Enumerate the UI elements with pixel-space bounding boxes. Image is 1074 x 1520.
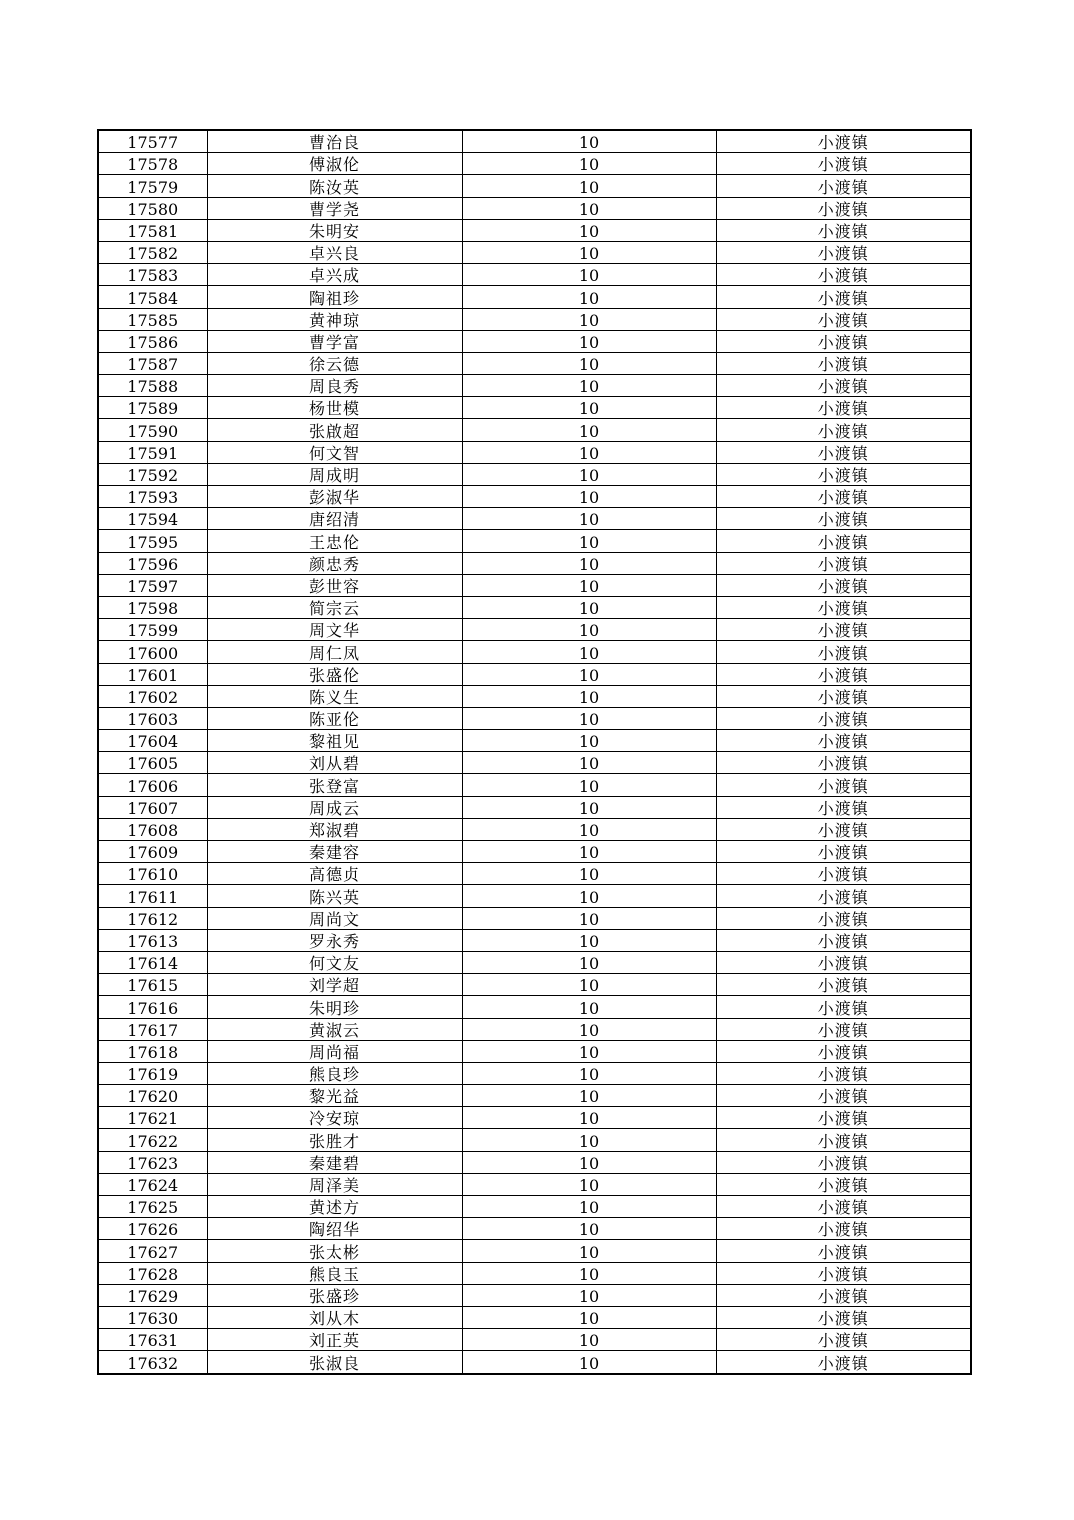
town-cell: 小渡镇 bbox=[716, 1240, 971, 1262]
town-cell: 小渡镇 bbox=[716, 707, 971, 729]
table-row bbox=[98, 1129, 971, 1151]
row-id-cell: 17577 bbox=[98, 130, 207, 153]
person-name-cell: 陈义生 bbox=[207, 685, 462, 707]
row-id-cell: 17589 bbox=[98, 397, 207, 419]
person-name-cell: 朱明珍 bbox=[207, 996, 462, 1018]
person-name-cell: 张啟超 bbox=[207, 419, 462, 441]
town-cell: 小渡镇 bbox=[716, 1262, 971, 1284]
person-name-cell: 刘从木 bbox=[207, 1306, 462, 1328]
table-row bbox=[98, 996, 971, 1018]
value-cell: 10 bbox=[462, 352, 716, 374]
town-cell: 小渡镇 bbox=[716, 130, 971, 153]
value-cell: 10 bbox=[462, 264, 716, 286]
value-cell: 10 bbox=[462, 885, 716, 907]
table-row bbox=[98, 463, 971, 485]
value-cell: 10 bbox=[462, 1196, 716, 1218]
town-cell: 小渡镇 bbox=[716, 397, 971, 419]
row-id-cell: 17595 bbox=[98, 530, 207, 552]
value-cell: 10 bbox=[462, 818, 716, 840]
person-name-cell: 徐云德 bbox=[207, 352, 462, 374]
table-row bbox=[98, 1218, 971, 1240]
person-name-cell: 彭世容 bbox=[207, 574, 462, 596]
person-name-cell: 周文华 bbox=[207, 619, 462, 641]
town-cell: 小渡镇 bbox=[716, 375, 971, 397]
table-row bbox=[98, 1085, 971, 1107]
row-id-cell: 17609 bbox=[98, 841, 207, 863]
person-name-cell: 陈汝英 bbox=[207, 175, 462, 197]
table-row bbox=[98, 796, 971, 818]
value-cell: 10 bbox=[462, 530, 716, 552]
table-row bbox=[98, 175, 971, 197]
value-cell: 10 bbox=[462, 241, 716, 263]
person-name-cell: 周尚文 bbox=[207, 907, 462, 929]
person-name-cell: 周仁凤 bbox=[207, 641, 462, 663]
town-cell: 小渡镇 bbox=[716, 530, 971, 552]
person-name-cell: 朱明安 bbox=[207, 219, 462, 241]
table-row bbox=[98, 197, 971, 219]
table-row bbox=[98, 153, 971, 175]
value-cell: 10 bbox=[462, 974, 716, 996]
value-cell: 10 bbox=[462, 996, 716, 1018]
row-id-cell: 17632 bbox=[98, 1351, 207, 1374]
table-row bbox=[98, 730, 971, 752]
town-cell: 小渡镇 bbox=[716, 1129, 971, 1151]
person-name-cell: 熊良玉 bbox=[207, 1262, 462, 1284]
person-name-cell: 傅淑伦 bbox=[207, 153, 462, 175]
row-id-cell: 17586 bbox=[98, 330, 207, 352]
roster-table bbox=[97, 129, 972, 1375]
row-id-cell: 17605 bbox=[98, 752, 207, 774]
town-cell: 小渡镇 bbox=[716, 286, 971, 308]
person-name-cell: 陶祖珍 bbox=[207, 286, 462, 308]
person-name-cell: 刘正英 bbox=[207, 1329, 462, 1351]
row-id-cell: 17601 bbox=[98, 663, 207, 685]
town-cell: 小渡镇 bbox=[716, 574, 971, 596]
row-id-cell: 17613 bbox=[98, 929, 207, 951]
table-row bbox=[98, 375, 971, 397]
table-row bbox=[98, 1173, 971, 1195]
town-cell: 小渡镇 bbox=[716, 1196, 971, 1218]
value-cell: 10 bbox=[462, 929, 716, 951]
row-id-cell: 17617 bbox=[98, 1018, 207, 1040]
row-id-cell: 17620 bbox=[98, 1085, 207, 1107]
person-name-cell: 曹学富 bbox=[207, 330, 462, 352]
town-cell: 小渡镇 bbox=[716, 308, 971, 330]
town-cell: 小渡镇 bbox=[716, 352, 971, 374]
value-cell: 10 bbox=[462, 375, 716, 397]
value-cell: 10 bbox=[462, 397, 716, 419]
row-id-cell: 17598 bbox=[98, 596, 207, 618]
row-id-cell: 17579 bbox=[98, 175, 207, 197]
row-id-cell: 17596 bbox=[98, 552, 207, 574]
row-id-cell: 17599 bbox=[98, 619, 207, 641]
row-id-cell: 17603 bbox=[98, 707, 207, 729]
table-row bbox=[98, 441, 971, 463]
value-cell: 10 bbox=[462, 1351, 716, 1374]
value-cell: 10 bbox=[462, 685, 716, 707]
value-cell: 10 bbox=[462, 619, 716, 641]
value-cell: 10 bbox=[462, 441, 716, 463]
row-id-cell: 17607 bbox=[98, 796, 207, 818]
table-row bbox=[98, 663, 971, 685]
town-cell: 小渡镇 bbox=[716, 774, 971, 796]
table-row bbox=[98, 241, 971, 263]
row-id-cell: 17584 bbox=[98, 286, 207, 308]
table-row bbox=[98, 574, 971, 596]
town-cell: 小渡镇 bbox=[716, 818, 971, 840]
row-id-cell: 17592 bbox=[98, 463, 207, 485]
person-name-cell: 彭淑华 bbox=[207, 486, 462, 508]
value-cell: 10 bbox=[462, 730, 716, 752]
person-name-cell: 周成云 bbox=[207, 796, 462, 818]
person-name-cell: 张太彬 bbox=[207, 1240, 462, 1262]
person-name-cell: 何文智 bbox=[207, 441, 462, 463]
value-cell: 10 bbox=[462, 219, 716, 241]
town-cell: 小渡镇 bbox=[716, 663, 971, 685]
table-row bbox=[98, 752, 971, 774]
row-id-cell: 17610 bbox=[98, 863, 207, 885]
town-cell: 小渡镇 bbox=[716, 996, 971, 1018]
town-cell: 小渡镇 bbox=[716, 486, 971, 508]
table-row bbox=[98, 596, 971, 618]
value-cell: 10 bbox=[462, 197, 716, 219]
table-row bbox=[98, 1107, 971, 1129]
value-cell: 10 bbox=[462, 951, 716, 973]
town-cell: 小渡镇 bbox=[716, 463, 971, 485]
town-cell: 小渡镇 bbox=[716, 730, 971, 752]
town-cell: 小渡镇 bbox=[716, 1151, 971, 1173]
table-row bbox=[98, 885, 971, 907]
value-cell: 10 bbox=[462, 486, 716, 508]
value-cell: 10 bbox=[462, 574, 716, 596]
value-cell: 10 bbox=[462, 1329, 716, 1351]
person-name-cell: 周尚福 bbox=[207, 1040, 462, 1062]
town-cell: 小渡镇 bbox=[716, 641, 971, 663]
person-name-cell: 唐绍清 bbox=[207, 508, 462, 530]
table-row bbox=[98, 951, 971, 973]
value-cell: 10 bbox=[462, 463, 716, 485]
town-cell: 小渡镇 bbox=[716, 441, 971, 463]
value-cell: 10 bbox=[462, 286, 716, 308]
value-cell: 10 bbox=[462, 175, 716, 197]
row-id-cell: 17593 bbox=[98, 486, 207, 508]
person-name-cell: 高德贞 bbox=[207, 863, 462, 885]
person-name-cell: 秦建容 bbox=[207, 841, 462, 863]
town-cell: 小渡镇 bbox=[716, 552, 971, 574]
row-id-cell: 17594 bbox=[98, 508, 207, 530]
row-id-cell: 17608 bbox=[98, 818, 207, 840]
person-name-cell: 陈亚伦 bbox=[207, 707, 462, 729]
row-id-cell: 17602 bbox=[98, 685, 207, 707]
person-name-cell: 黄神琼 bbox=[207, 308, 462, 330]
row-id-cell: 17631 bbox=[98, 1329, 207, 1351]
table-row bbox=[98, 774, 971, 796]
town-cell: 小渡镇 bbox=[716, 796, 971, 818]
value-cell: 10 bbox=[462, 841, 716, 863]
person-name-cell: 张胜才 bbox=[207, 1129, 462, 1151]
value-cell: 10 bbox=[462, 1085, 716, 1107]
town-cell: 小渡镇 bbox=[716, 619, 971, 641]
value-cell: 10 bbox=[462, 907, 716, 929]
town-cell: 小渡镇 bbox=[716, 951, 971, 973]
table-row bbox=[98, 974, 971, 996]
row-id-cell: 17583 bbox=[98, 264, 207, 286]
town-cell: 小渡镇 bbox=[716, 1085, 971, 1107]
town-cell: 小渡镇 bbox=[716, 596, 971, 618]
value-cell: 10 bbox=[462, 707, 716, 729]
person-name-cell: 张登富 bbox=[207, 774, 462, 796]
value-cell: 10 bbox=[462, 508, 716, 530]
row-id-cell: 17623 bbox=[98, 1151, 207, 1173]
person-name-cell: 郑淑碧 bbox=[207, 818, 462, 840]
table-row bbox=[98, 1062, 971, 1084]
person-name-cell: 张盛伦 bbox=[207, 663, 462, 685]
table-row bbox=[98, 352, 971, 374]
person-name-cell: 卓兴成 bbox=[207, 264, 462, 286]
table-row bbox=[98, 530, 971, 552]
table-row bbox=[98, 130, 971, 153]
row-id-cell: 17591 bbox=[98, 441, 207, 463]
town-cell: 小渡镇 bbox=[716, 219, 971, 241]
person-name-cell: 卓兴良 bbox=[207, 241, 462, 263]
table-row bbox=[98, 1306, 971, 1328]
town-cell: 小渡镇 bbox=[716, 907, 971, 929]
table-row bbox=[98, 308, 971, 330]
roster-table-body bbox=[98, 130, 971, 1374]
town-cell: 小渡镇 bbox=[716, 1306, 971, 1328]
town-cell: 小渡镇 bbox=[716, 929, 971, 951]
person-name-cell: 王忠伦 bbox=[207, 530, 462, 552]
person-name-cell: 黄淑云 bbox=[207, 1018, 462, 1040]
row-id-cell: 17629 bbox=[98, 1284, 207, 1306]
town-cell: 小渡镇 bbox=[716, 153, 971, 175]
row-id-cell: 17590 bbox=[98, 419, 207, 441]
town-cell: 小渡镇 bbox=[716, 1329, 971, 1351]
person-name-cell: 曹学尧 bbox=[207, 197, 462, 219]
person-name-cell: 秦建碧 bbox=[207, 1151, 462, 1173]
row-id-cell: 17630 bbox=[98, 1306, 207, 1328]
town-cell: 小渡镇 bbox=[716, 974, 971, 996]
table-row bbox=[98, 1018, 971, 1040]
table-row bbox=[98, 863, 971, 885]
row-id-cell: 17622 bbox=[98, 1129, 207, 1151]
row-id-cell: 17611 bbox=[98, 885, 207, 907]
person-name-cell: 黎祖见 bbox=[207, 730, 462, 752]
value-cell: 10 bbox=[462, 552, 716, 574]
value-cell: 10 bbox=[462, 130, 716, 153]
row-id-cell: 17626 bbox=[98, 1218, 207, 1240]
row-id-cell: 17597 bbox=[98, 574, 207, 596]
person-name-cell: 曹治良 bbox=[207, 130, 462, 153]
row-id-cell: 17581 bbox=[98, 219, 207, 241]
table-row bbox=[98, 219, 971, 241]
table-row bbox=[98, 1240, 971, 1262]
town-cell: 小渡镇 bbox=[716, 1218, 971, 1240]
value-cell: 10 bbox=[462, 863, 716, 885]
table-row bbox=[98, 841, 971, 863]
town-cell: 小渡镇 bbox=[716, 1040, 971, 1062]
town-cell: 小渡镇 bbox=[716, 330, 971, 352]
town-cell: 小渡镇 bbox=[716, 841, 971, 863]
row-id-cell: 17621 bbox=[98, 1107, 207, 1129]
table-row bbox=[98, 1262, 971, 1284]
value-cell: 10 bbox=[462, 1240, 716, 1262]
town-cell: 小渡镇 bbox=[716, 419, 971, 441]
table-row bbox=[98, 818, 971, 840]
person-name-cell: 熊良珍 bbox=[207, 1062, 462, 1084]
table-row bbox=[98, 707, 971, 729]
person-name-cell: 杨世模 bbox=[207, 397, 462, 419]
table-row bbox=[98, 419, 971, 441]
value-cell: 10 bbox=[462, 796, 716, 818]
value-cell: 10 bbox=[462, 1018, 716, 1040]
value-cell: 10 bbox=[462, 1218, 716, 1240]
person-name-cell: 周成明 bbox=[207, 463, 462, 485]
row-id-cell: 17627 bbox=[98, 1240, 207, 1262]
town-cell: 小渡镇 bbox=[716, 264, 971, 286]
town-cell: 小渡镇 bbox=[716, 1284, 971, 1306]
table-row bbox=[98, 1351, 971, 1374]
row-id-cell: 17615 bbox=[98, 974, 207, 996]
value-cell: 10 bbox=[462, 1062, 716, 1084]
town-cell: 小渡镇 bbox=[716, 1018, 971, 1040]
person-name-cell: 张淑良 bbox=[207, 1351, 462, 1374]
value-cell: 10 bbox=[462, 1129, 716, 1151]
row-id-cell: 17628 bbox=[98, 1262, 207, 1284]
town-cell: 小渡镇 bbox=[716, 1351, 971, 1374]
value-cell: 10 bbox=[462, 1173, 716, 1195]
town-cell: 小渡镇 bbox=[716, 752, 971, 774]
value-cell: 10 bbox=[462, 1040, 716, 1062]
person-name-cell: 简宗云 bbox=[207, 596, 462, 618]
table-row bbox=[98, 907, 971, 929]
row-id-cell: 17614 bbox=[98, 951, 207, 973]
person-name-cell: 何文友 bbox=[207, 951, 462, 973]
table-row bbox=[98, 508, 971, 530]
table-row bbox=[98, 286, 971, 308]
person-name-cell: 刘从碧 bbox=[207, 752, 462, 774]
row-id-cell: 17587 bbox=[98, 352, 207, 374]
value-cell: 10 bbox=[462, 1262, 716, 1284]
value-cell: 10 bbox=[462, 419, 716, 441]
row-id-cell: 17618 bbox=[98, 1040, 207, 1062]
value-cell: 10 bbox=[462, 308, 716, 330]
town-cell: 小渡镇 bbox=[716, 508, 971, 530]
town-cell: 小渡镇 bbox=[716, 241, 971, 263]
table-row bbox=[98, 486, 971, 508]
value-cell: 10 bbox=[462, 1107, 716, 1129]
town-cell: 小渡镇 bbox=[716, 885, 971, 907]
row-id-cell: 17578 bbox=[98, 153, 207, 175]
table-row bbox=[98, 1040, 971, 1062]
person-name-cell: 张盛珍 bbox=[207, 1284, 462, 1306]
row-id-cell: 17582 bbox=[98, 241, 207, 263]
table-row bbox=[98, 619, 971, 641]
table-row bbox=[98, 1196, 971, 1218]
row-id-cell: 17600 bbox=[98, 641, 207, 663]
town-cell: 小渡镇 bbox=[716, 175, 971, 197]
town-cell: 小渡镇 bbox=[716, 1173, 971, 1195]
town-cell: 小渡镇 bbox=[716, 1107, 971, 1129]
person-name-cell: 刘学超 bbox=[207, 974, 462, 996]
value-cell: 10 bbox=[462, 1306, 716, 1328]
row-id-cell: 17585 bbox=[98, 308, 207, 330]
person-name-cell: 颜忠秀 bbox=[207, 552, 462, 574]
value-cell: 10 bbox=[462, 774, 716, 796]
row-id-cell: 17604 bbox=[98, 730, 207, 752]
person-name-cell: 陈兴英 bbox=[207, 885, 462, 907]
value-cell: 10 bbox=[462, 752, 716, 774]
row-id-cell: 17606 bbox=[98, 774, 207, 796]
person-name-cell: 黄述方 bbox=[207, 1196, 462, 1218]
row-id-cell: 17616 bbox=[98, 996, 207, 1018]
row-id-cell: 17580 bbox=[98, 197, 207, 219]
value-cell: 10 bbox=[462, 1151, 716, 1173]
person-name-cell: 周泽美 bbox=[207, 1173, 462, 1195]
row-id-cell: 17588 bbox=[98, 375, 207, 397]
town-cell: 小渡镇 bbox=[716, 685, 971, 707]
table-row bbox=[98, 330, 971, 352]
table-row bbox=[98, 929, 971, 951]
table-row bbox=[98, 641, 971, 663]
person-name-cell: 黎光益 bbox=[207, 1085, 462, 1107]
town-cell: 小渡镇 bbox=[716, 863, 971, 885]
table-row bbox=[98, 264, 971, 286]
person-name-cell: 周良秀 bbox=[207, 375, 462, 397]
town-cell: 小渡镇 bbox=[716, 197, 971, 219]
value-cell: 10 bbox=[462, 330, 716, 352]
table-row bbox=[98, 552, 971, 574]
town-cell: 小渡镇 bbox=[716, 1062, 971, 1084]
table-row bbox=[98, 685, 971, 707]
value-cell: 10 bbox=[462, 596, 716, 618]
row-id-cell: 17624 bbox=[98, 1173, 207, 1195]
value-cell: 10 bbox=[462, 153, 716, 175]
row-id-cell: 17625 bbox=[98, 1196, 207, 1218]
table-row bbox=[98, 397, 971, 419]
table-row bbox=[98, 1284, 971, 1306]
person-name-cell: 冷安琼 bbox=[207, 1107, 462, 1129]
row-id-cell: 17612 bbox=[98, 907, 207, 929]
value-cell: 10 bbox=[462, 641, 716, 663]
table-row bbox=[98, 1151, 971, 1173]
row-id-cell: 17619 bbox=[98, 1062, 207, 1084]
table-row bbox=[98, 1329, 971, 1351]
value-cell: 10 bbox=[462, 1284, 716, 1306]
person-name-cell: 罗永秀 bbox=[207, 929, 462, 951]
value-cell: 10 bbox=[462, 663, 716, 685]
person-name-cell: 陶绍华 bbox=[207, 1218, 462, 1240]
